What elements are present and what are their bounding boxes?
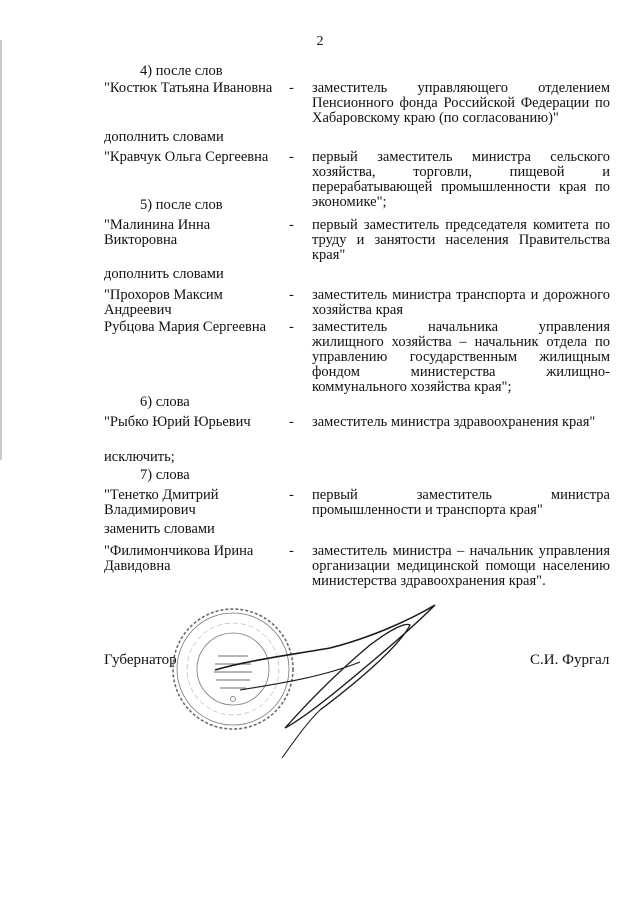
entry-desc-rybko: заместитель министра здравоохранения края" [312, 414, 596, 430]
instruction-replace-words: заменить словами [104, 521, 215, 537]
entry-desc-prokhorov: заместитель министра транспорта и дорожного хозяйства края [312, 287, 610, 318]
entry-desc-kostyuk: заместитель управляющего отделением Пенсионного фонда Российской Федерации по Хабаровскому краю (по согласованию)" [312, 80, 610, 126]
page-number: 2 [316, 34, 324, 49]
entry-desc-tenetko: первый заместитель министра промышленности и транспорта края" [312, 487, 610, 518]
page-edge-shadow [0, 40, 2, 460]
entry-name-prokhorov: "Прохоров Максим Андреевич [104, 287, 223, 318]
entry-desc-filimonchikova: заместитель министра – начальник управления организации медицинской помощи населению министерства здравоохранения края". [312, 543, 610, 589]
entry-name-rybko: "Рыбко Юрий Юрьевич [104, 414, 251, 430]
entry-name-filimonchikova: "Филимончикова Ирина Давидовна [104, 543, 254, 574]
handwritten-signature [210, 600, 440, 760]
clause-heading-7: 7) слова [140, 467, 190, 483]
entry-desc-malinina: первый заместитель председателя комитета по труду и занятости населения Правительства края" [312, 217, 610, 263]
entry-dash: - [289, 149, 294, 165]
signature-position: Губернатор [104, 652, 177, 668]
instruction-add-words: дополнить словами [104, 129, 224, 145]
entry-dash: - [289, 487, 294, 503]
entry-name-kostyuk: "Костюк Татьяна Ивановна [104, 80, 273, 96]
clause-heading-6: 6) слова [140, 394, 190, 410]
entry-dash: - [289, 287, 294, 303]
clause-heading-4: 4) после слов [140, 63, 223, 79]
entry-dash: - [289, 217, 294, 233]
entry-name-tenetko: "Тенетко Дмитрий Владимирович [104, 487, 219, 518]
instruction-exclude: исключить; [104, 449, 175, 465]
entry-name-malinina: "Малинина Инна Викторовна [104, 217, 211, 248]
entry-dash: - [289, 543, 294, 559]
entry-name-kravchuk: "Кравчук Ольга Сергеевна [104, 149, 269, 165]
entry-name-rubtsova: Рубцова Мария Сергеевна [104, 319, 267, 335]
signature-name: С.И. Фургал [530, 652, 610, 668]
entry-dash: - [289, 80, 294, 96]
entry-dash: - [289, 319, 294, 335]
entry-desc-rubtsova: заместитель начальника управления жилищного хозяйства – начальник отдела по управлению государственным жилищным фондом министерства жилищно-коммунального хозяйства края"; [312, 319, 610, 395]
instruction-add-words: дополнить словами [104, 266, 224, 282]
entry-dash: - [289, 414, 294, 430]
clause-heading-5: 5) после слов [140, 197, 223, 213]
entry-desc-kravchuk: первый заместитель министра сельского хозяйства, торговли, пищевой и перерабатывающей промышленности края по экономике"; [312, 149, 610, 210]
